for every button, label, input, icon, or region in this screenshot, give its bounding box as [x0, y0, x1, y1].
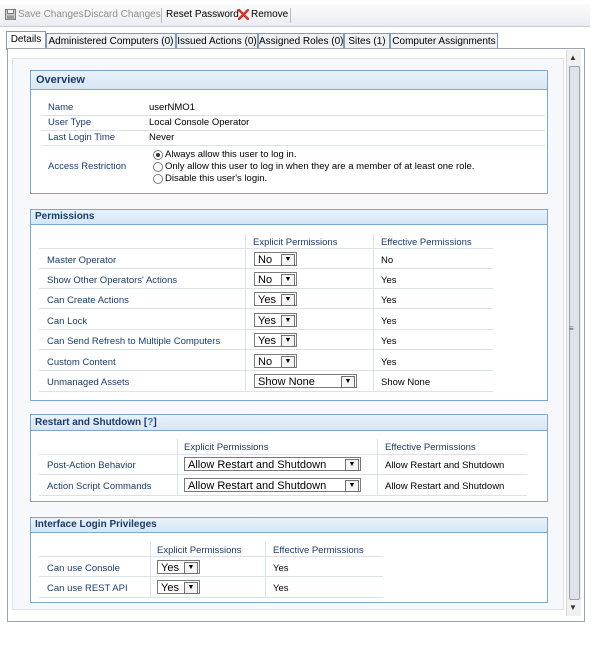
restart-label-post-action: Post-Action Behavior: [47, 460, 136, 471]
name-value: userNMO1: [149, 102, 195, 113]
show-other-actions-select[interactable]: No ▼: [254, 272, 297, 286]
row-divider: [39, 268, 493, 269]
explicit-permissions-header: Explicit Permissions: [157, 545, 242, 556]
perm-label-can-lock: Can Lock: [47, 316, 88, 327]
chevron-down-icon: ▼: [345, 480, 359, 492]
effective-permissions-header: Effective Permissions: [381, 237, 472, 248]
custom-content-select[interactable]: No ▼: [254, 354, 297, 368]
action-script-commands-select[interactable]: Allow Restart and Shutdown ▼: [184, 478, 361, 492]
row-divider: [39, 495, 527, 496]
row-divider: [39, 597, 383, 598]
perm-effective-show-other-actions: Yes: [381, 275, 397, 286]
chevron-down-icon: ▼: [281, 335, 295, 347]
save-changes-button[interactable]: Save Changes: [18, 9, 84, 20]
access-option-always-label: Always allow this user to log in.: [165, 149, 297, 160]
row-divider: [39, 248, 493, 249]
access-option-role-radio[interactable]: [153, 162, 163, 172]
column-divider: [373, 234, 374, 392]
user-type-label: User Type: [48, 117, 92, 128]
can-use-console-select[interactable]: Yes ▼: [157, 560, 200, 574]
row-divider: [39, 556, 383, 557]
row-divider: [41, 115, 545, 116]
restart-shutdown-header: [31, 415, 547, 431]
access-option-disable-label: Disable this user's login.: [165, 173, 268, 184]
perm-effective-create-actions: Yes: [381, 295, 397, 306]
login-effective-console: Yes: [273, 563, 289, 574]
chevron-down-icon: ▼: [281, 315, 295, 327]
access-restriction-label: Access Restriction: [48, 161, 127, 172]
effective-permissions-header: Effective Permissions: [273, 545, 364, 556]
chevron-down-icon: ▼: [281, 294, 295, 306]
chevron-down-icon: ▼: [341, 376, 355, 388]
row-divider: [39, 349, 493, 350]
access-option-disable-radio[interactable]: [153, 174, 163, 184]
send-refresh-select[interactable]: Yes ▼: [254, 333, 297, 347]
row-divider: [39, 370, 493, 371]
toolbar-separator: [290, 8, 291, 23]
chevron-down-icon: ▼: [184, 562, 198, 574]
row-divider: [39, 474, 527, 475]
restart-help-link[interactable]: ?: [147, 417, 154, 428]
last-login-value: Never: [149, 132, 175, 143]
row-divider: [39, 576, 383, 577]
tab-details[interactable]: Details: [6, 31, 46, 50]
remove-button[interactable]: Remove: [251, 9, 289, 20]
bracket-close: ]: [153, 417, 157, 428]
restart-shutdown-title: Restart and Shutdown: [35, 417, 142, 428]
access-option-role-label: Only allow this user to log in when they are a member of at least one role.: [165, 161, 475, 172]
reset-password-button[interactable]: Reset Password: [166, 9, 239, 20]
chevron-down-icon: ▼: [281, 274, 295, 286]
overview-title: Overview: [31, 71, 547, 90]
perm-label-unmanaged-assets: Unmanaged Assets: [47, 377, 130, 388]
perm-label-show-other-actions: Show Other Operators' Actions: [47, 275, 178, 286]
tab-sites[interactable]: Sites (1): [344, 33, 390, 49]
row-divider: [41, 145, 545, 146]
row-divider: [39, 308, 493, 309]
user-type-value: Local Console Operator: [149, 117, 250, 128]
column-divider: [377, 439, 378, 495]
name-label: Name: [48, 102, 74, 113]
toolbar: [0, 4, 590, 27]
vertical-scrollbar[interactable]: [566, 50, 581, 616]
last-login-label: Last Login Time: [48, 132, 116, 143]
perm-effective-can-lock: Yes: [381, 316, 397, 327]
tab-assigned-roles[interactable]: Assigned Roles (0): [258, 33, 344, 49]
tab-computer-assignments[interactable]: Computer Assignments: [390, 33, 498, 49]
scroll-grip-icon: ≡: [569, 324, 574, 333]
perm-label-send-refresh: Can Send Refresh to Multiple Computers: [47, 336, 221, 347]
scroll-up-icon[interactable]: ▲: [569, 53, 577, 62]
column-divider: [177, 439, 178, 495]
perm-effective-custom-content: Yes: [381, 357, 397, 368]
interface-login-section: [30, 517, 548, 603]
interface-login-title: Interface Login Privileges: [31, 518, 547, 533]
column-divider: [245, 234, 246, 392]
login-effective-rest-api: Yes: [273, 583, 289, 594]
row-divider: [39, 288, 493, 289]
restart-shutdown-section: [30, 414, 548, 502]
row-divider: [39, 391, 493, 392]
save-icon: [5, 9, 16, 20]
tab-administered-computers[interactable]: Administered Computers (0): [46, 33, 176, 49]
bracket-open: [: [143, 417, 148, 428]
perm-effective-send-refresh: Yes: [381, 336, 397, 347]
discard-changes-button[interactable]: Discard Changes: [84, 9, 161, 20]
row-divider: [39, 329, 493, 330]
permissions-section: [30, 209, 548, 401]
row-divider: [39, 454, 527, 455]
create-actions-select[interactable]: Yes ▼: [254, 292, 297, 306]
explicit-permissions-header: Explicit Permissions: [253, 237, 338, 248]
access-option-always-radio[interactable]: [153, 150, 163, 160]
master-operator-select[interactable]: No ▼: [254, 252, 297, 266]
restart-effective-action-script: Allow Restart and Shutdown: [385, 481, 505, 492]
column-divider: [150, 542, 151, 598]
remove-icon: [238, 9, 249, 20]
post-action-behavior-select[interactable]: Allow Restart and Shutdown ▼: [184, 457, 361, 471]
perm-effective-unmanaged-assets: Show None: [381, 377, 431, 388]
row-divider: [41, 130, 545, 131]
login-label-console: Can use Console: [47, 563, 120, 574]
restart-effective-post-action: Allow Restart and Shutdown: [385, 460, 505, 471]
perm-label-create-actions: Can Create Actions: [47, 295, 129, 306]
scroll-down-icon[interactable]: ▼: [569, 603, 577, 612]
restart-label-action-script: Action Script Commands: [47, 481, 152, 492]
chevron-down-icon: ▼: [281, 254, 295, 266]
scroll-thumb[interactable]: [569, 66, 580, 600]
unmanaged-assets-select[interactable]: Show None ▼: [254, 374, 357, 388]
column-divider: [265, 542, 266, 598]
chevron-down-icon: ▼: [184, 582, 198, 594]
tab-bar: [6, 31, 586, 49]
effective-permissions-header: Effective Permissions: [385, 442, 476, 453]
can-use-rest-api-select[interactable]: Yes ▼: [157, 580, 200, 594]
chevron-down-icon: ▼: [281, 356, 295, 368]
overview-section: [30, 70, 548, 194]
chevron-down-icon: ▼: [345, 459, 359, 471]
login-label-rest-api: Can use REST API: [47, 583, 128, 594]
perm-label-master-operator: Master Operator: [47, 255, 117, 266]
can-lock-select[interactable]: Yes ▼: [254, 313, 297, 327]
toolbar-separator: [161, 8, 162, 23]
explicit-permissions-header: Explicit Permissions: [184, 442, 269, 453]
tab-issued-actions[interactable]: Issued Actions (0): [176, 33, 258, 49]
perm-label-custom-content: Custom Content: [47, 357, 116, 368]
perm-effective-master-operator: No: [381, 255, 394, 266]
permissions-title: Permissions: [31, 210, 547, 225]
